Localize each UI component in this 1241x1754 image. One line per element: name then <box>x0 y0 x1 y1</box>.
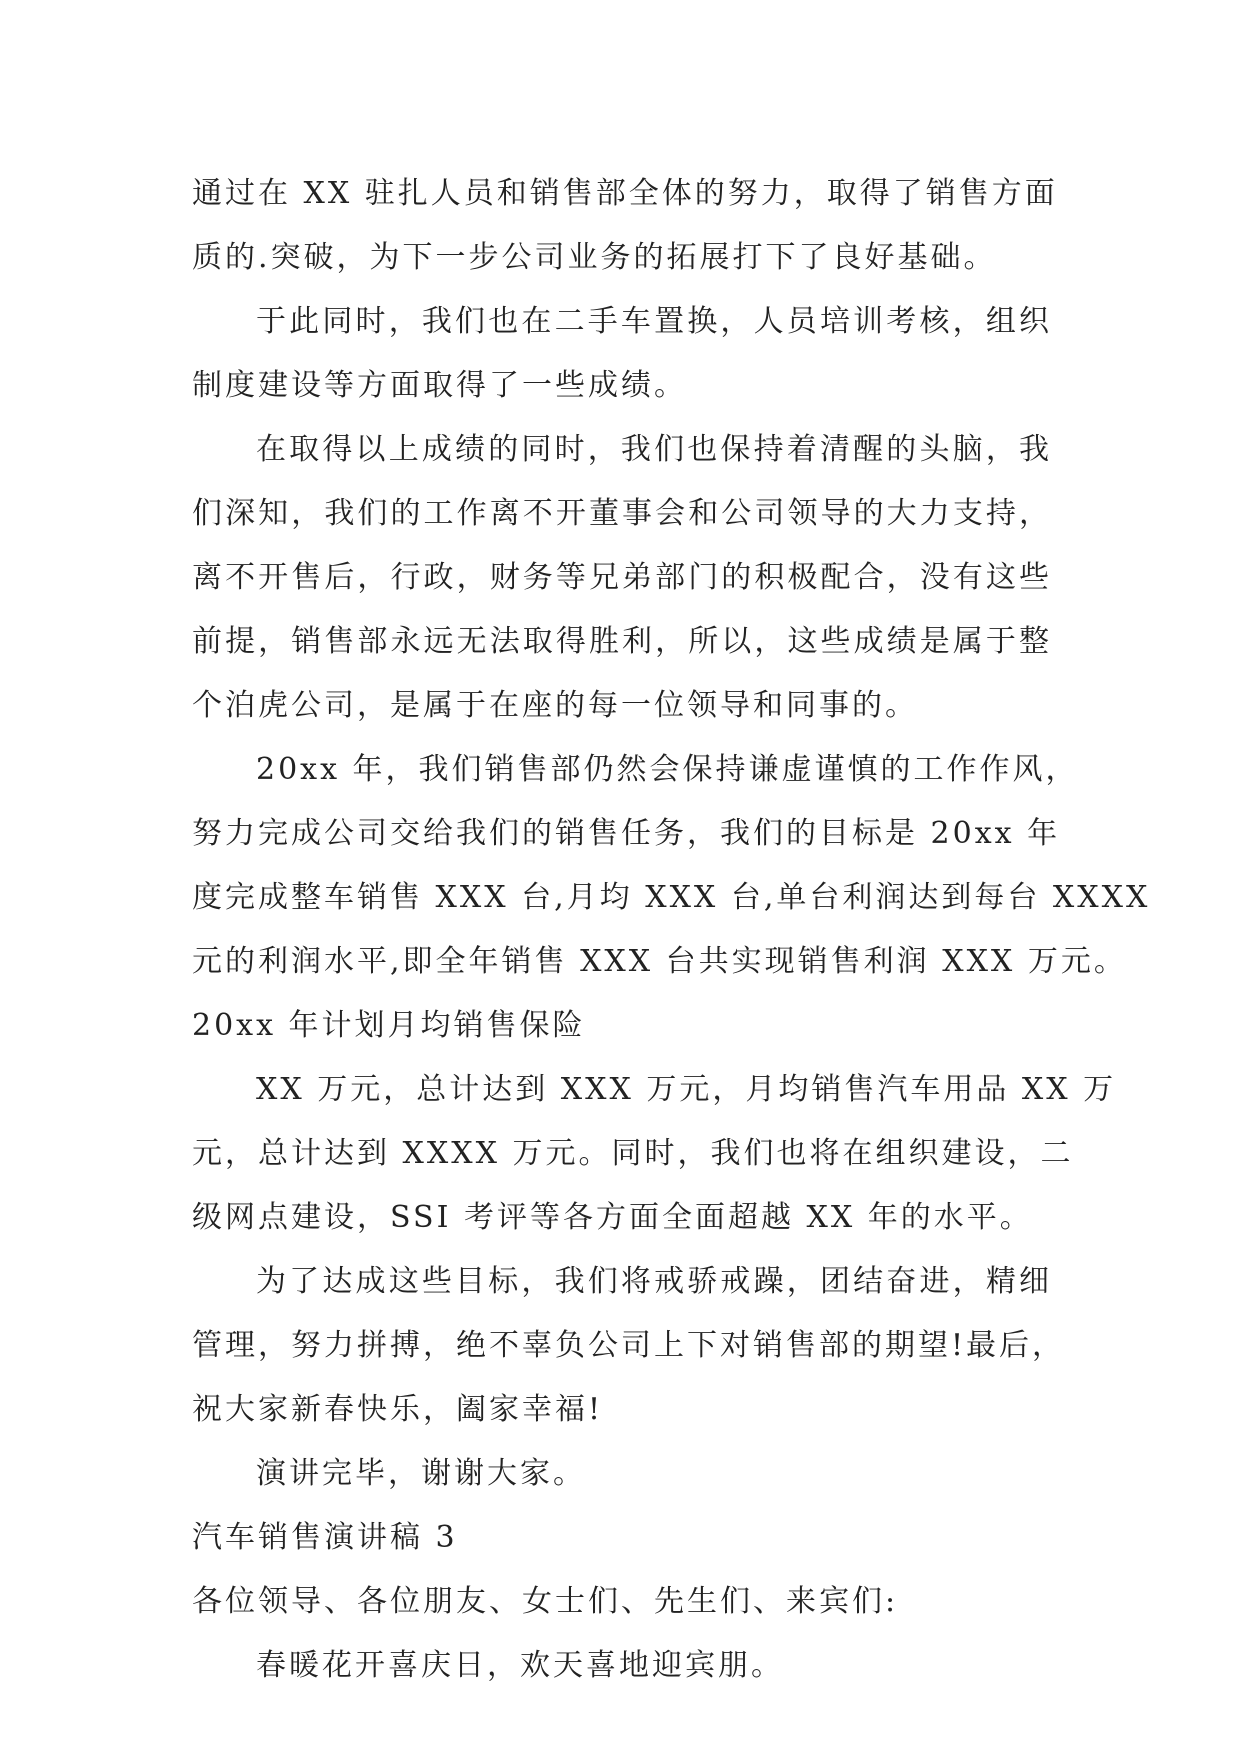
text-line: 前提，销售部永远无法取得胜利，所以，这些成绩是属于整 <box>192 624 1052 659</box>
text-line: 度完成整车销售 XXX 台,月均 XXX 台,单台利润达到每台 XXXX <box>192 880 1151 915</box>
text-line: 元的利润水平,即全年销售 XXX 台共实现销售利润 XXX 万元。 <box>192 944 1127 979</box>
text-line: 个泊虎公司，是属于在座的每一位领导和同事的。 <box>192 688 918 723</box>
paragraph-first-line: 在取得以上成绩的同时，我们也保持着清醒的头脑，我 <box>256 432 1052 467</box>
section-title: 汽车销售演讲稿 3 <box>192 1520 458 1555</box>
paragraph-first-line: 20xx 年，我们销售部仍然会保持谦虚谨慎的工作作风， <box>256 752 1079 787</box>
text-line: 祝大家新春快乐，阖家幸福! <box>192 1392 604 1427</box>
paragraph-first-line: 演讲完毕，谢谢大家。 <box>256 1456 586 1491</box>
paragraph-first-line: 为了达成这些目标，我们将戒骄戒躁，团结奋进，精细 <box>256 1264 1052 1299</box>
text-line: 通过在 XX 驻扎人员和销售部全体的努力，取得了销售方面 <box>192 176 1058 211</box>
text-line: 们深知，我们的工作离不开董事会和公司领导的大力支持， <box>192 496 1052 531</box>
paragraph-first-line: 春暖花开喜庆日，欢天喜地迎宾朋。 <box>256 1648 784 1683</box>
text-line: 管理，努力拼搏，绝不辜负公司上下对销售部的期望!最后， <box>192 1328 1066 1363</box>
salutation: 各位领导、各位朋友、女士们、先生们、来宾们: <box>192 1584 899 1619</box>
text-line: 元，总计达到 XXXX 万元。同时，我们也将在组织建设，二 <box>192 1136 1074 1171</box>
document-body <box>192 162 1151 1698</box>
text-line: 级网点建设，SSI 考评等各方面全面超越 XX 年的水平。 <box>192 1200 1033 1235</box>
text-line: 努力完成公司交给我们的销售任务，我们的目标是 20xx 年 <box>192 816 1061 851</box>
text-line: 离不开售后，行政，财务等兄弟部门的积极配合，没有这些 <box>192 560 1052 595</box>
text-line: 20xx 年计划月均销售保险 <box>192 1008 586 1043</box>
paragraph-first-line: XX 万元，总计达到 XXX 万元，月均销售汽车用品 XX 万 <box>256 1072 1117 1107</box>
text-line: 质的.突破，为下一步公司业务的拓展打下了良好基础。 <box>192 240 997 275</box>
paragraph-first-line: 于此同时，我们也在二手车置换，人员培训考核，组织 <box>256 304 1052 339</box>
text-line: 制度建设等方面取得了一些成绩。 <box>192 368 687 403</box>
